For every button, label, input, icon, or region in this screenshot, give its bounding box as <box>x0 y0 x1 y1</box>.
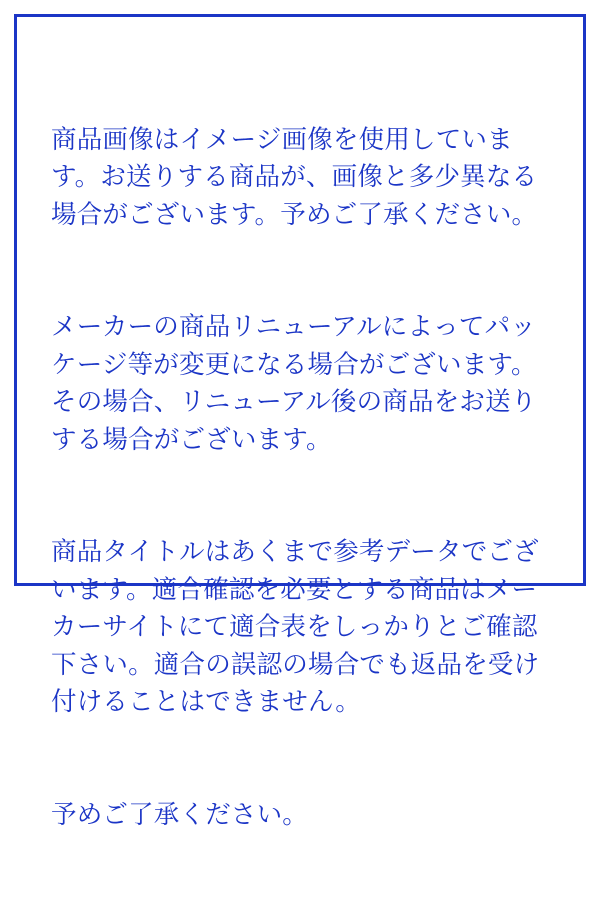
notice-paragraph-renewal-disclaimer: メーカーの商品リニューアルによってパッケージ等が変更になる場合がございます。その場合、リニューアル後の商品をお送りする場合がございます。 <box>51 312 537 455</box>
notice-text-block <box>51 47 549 909</box>
notice-paragraph-fitment-disclaimer: 商品タイトルはあくまで参考データでございます。適合確認を必要とする商品はメーカーサイトにて適合表をしっかりとご確認下さい。適合の誤認の場合でも返品を受け付けることはできません。 <box>51 537 540 718</box>
notice-frame <box>14 14 586 830</box>
notice-paragraph-image-disclaimer: 商品画像はイメージ画像を使用しています。お送りする商品が、画像と多少異なる場合がございます。予めご了承ください。 <box>51 124 538 230</box>
notice-paragraph-closing: 予めご了承ください。 <box>51 799 309 830</box>
